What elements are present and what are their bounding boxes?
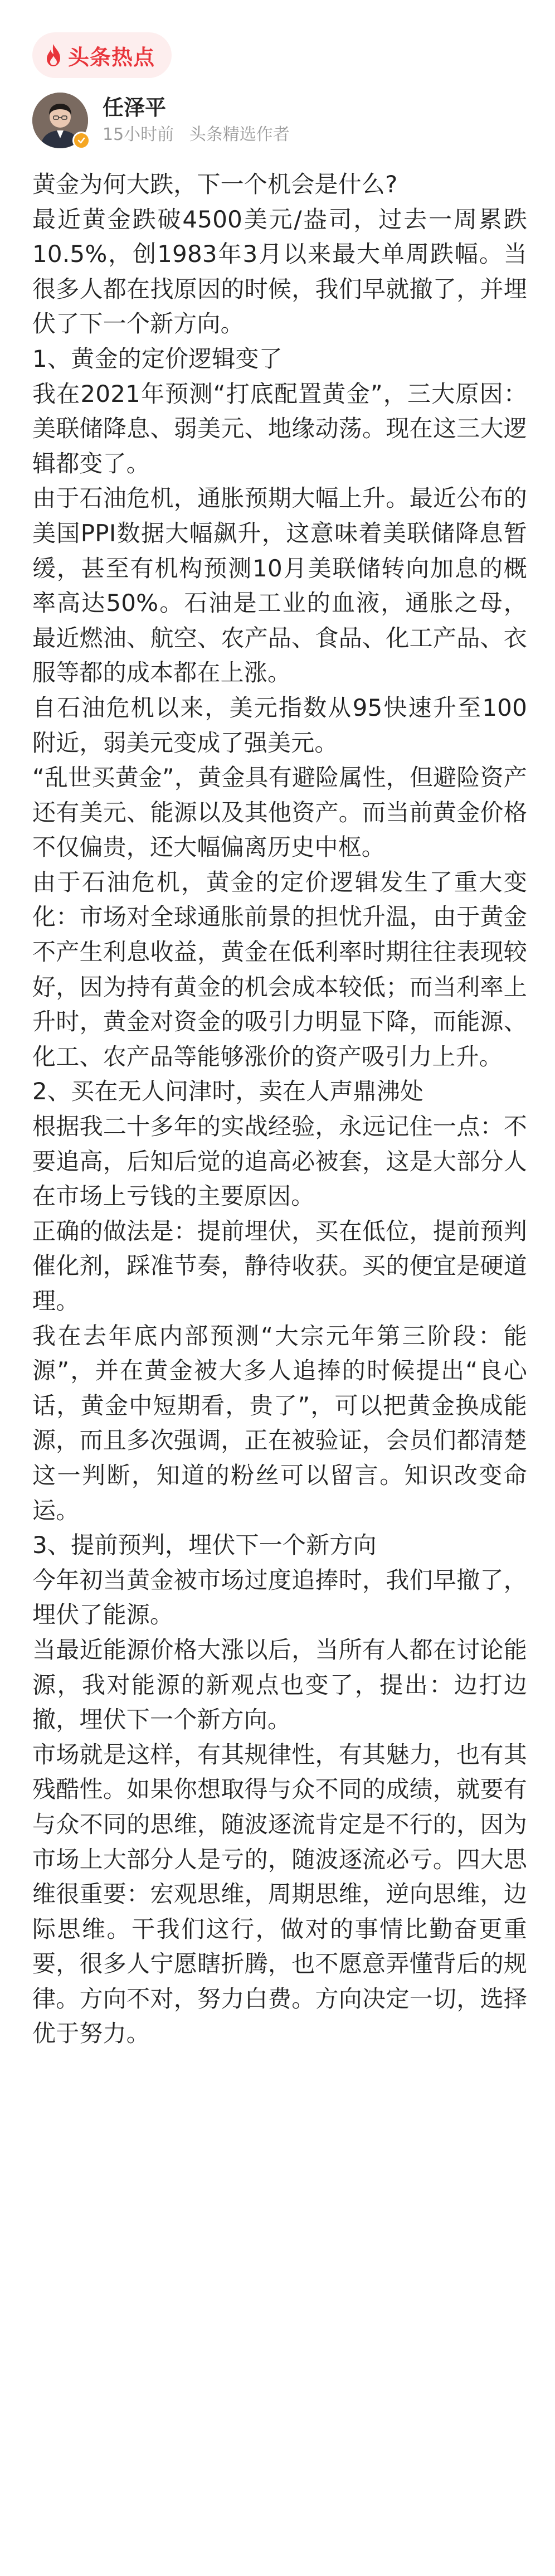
article-paragraph: 由于石油危机，黄金的定价逻辑发生了重大变化：市场对全球通胀前景的担忧升温，由于黄金不产生利息收益，黄金在低利率时期往往表现较好，因为持有黄金的机会成本较低；而当利率上升时，黄金对资金的吸引力明显下降，而能源、化工、农产品等能够涨价的资产吸引力上升。: [32, 868, 527, 1070]
article-paragraph: 2、买在无人问津时，卖在人声鼎沸处: [32, 1078, 424, 1105]
article-paragraph: 正确的做法是：提前埋伏，买在低位，提前预判催化剂，踩准节奏，静待收获。买的便宜是硬道理。: [32, 1217, 527, 1314]
hot-topic-label: 头条热点: [68, 45, 155, 70]
article-paragraph: 根据我二十多年的实战经验，永远记住一点：不要追高，后知后觉的追高必被套，这是大部分人在市场上亏钱的主要原因。: [32, 1113, 527, 1210]
article-paragraph: 今年初当黄金被市场过度追捧时，我们早撤了，埋伏了能源。: [32, 1566, 527, 1629]
author-source: 头条精选作者: [189, 125, 290, 144]
article-paragraph: 由于石油危机，通胀预期大幅上升。最近公布的美国PPI数据大幅飙升，这意味着美联储降息暂缓，甚至有机构预测10月美联储转向加息的概率高达50%。石油是工业的血液，通胀之母，最近燃油、航空、农产品、食品、化工产品、衣服等都的成本都在上涨。: [32, 484, 527, 687]
hot-topic-badge[interactable]: [32, 32, 172, 78]
author-name[interactable]: 任泽平: [103, 95, 167, 120]
article-paragraph: 我在去年底内部预测“大宗元年第三阶段：能源”，并在黄金被大多人追捧的时候提出“良心话，黄金中短期看，贵了”，可以把黄金换成能源，而且多次强调，正在被验证，会员们都清楚这一判断，知道的粉丝可以留言。知识改变命运。: [32, 1322, 527, 1524]
article-paragraph: 最近黄金跌破4500美元/盎司，过去一周累跌10.5%，创1983年3月以来最大单周跌幅。当很多人都在找原因的时候，我们早就撤了，并埋伏了下一个新方向。: [32, 205, 527, 338]
author-row: [32, 93, 290, 148]
article-paragraph: 自石油危机以来，美元指数从95快速升至100附近，弱美元变成了强美元。: [32, 693, 527, 756]
author-meta: [103, 123, 290, 147]
article-paragraph: 黄金为何大跌，下一个机会是什么?: [32, 171, 398, 198]
author-info: [103, 94, 290, 147]
article-paragraph: 我在2021年预测“打底配置黄金”，三大原因：美联储降息、弱美元、地缘动荡。现在这三大逻辑都变了。: [32, 380, 527, 477]
article-paragraph: “乱世买黄金”，黄金具有避险属性，但避险资产还有美元、能源以及其他资产。而当前黄金价格不仅偏贵，还大幅偏离历史中枢。: [32, 764, 527, 861]
article-paragraph: 市场就是这样，有其规律性，有其魅力，也有其残酷性。如果你想取得与众不同的成绩，就要有与众不同的思维，随波逐流肯定是不行的，因为市场上大部分人是亏的，随波逐流必亏。四大思维很重要：宏观思维，周期思维，逆向思维，边际思维。干我们这行，做对的事情比勤奋更重要，很多人宁愿瞎折腾，也不愿意弄懂背后的规律。方向不对，努力白费。方向决定一切，选择优于努力。: [32, 1740, 527, 2048]
post-time: 15小时前: [103, 125, 174, 144]
article-body: [32, 167, 527, 2051]
article-paragraph: 当最近能源价格大涨以后，当所有人都在讨论能源，我对能源的新观点也变了，提出：边打边撤，埋伏下一个新方向。: [32, 1636, 527, 1734]
author-avatar[interactable]: [32, 93, 88, 148]
verified-badge-icon: [72, 132, 90, 149]
article-paragraph: 1、黄金的定价逻辑变了: [32, 345, 283, 372]
article-paragraph: 3、提前预判，埋伏下一个新方向: [32, 1531, 377, 1559]
flame-icon: [45, 43, 62, 67]
